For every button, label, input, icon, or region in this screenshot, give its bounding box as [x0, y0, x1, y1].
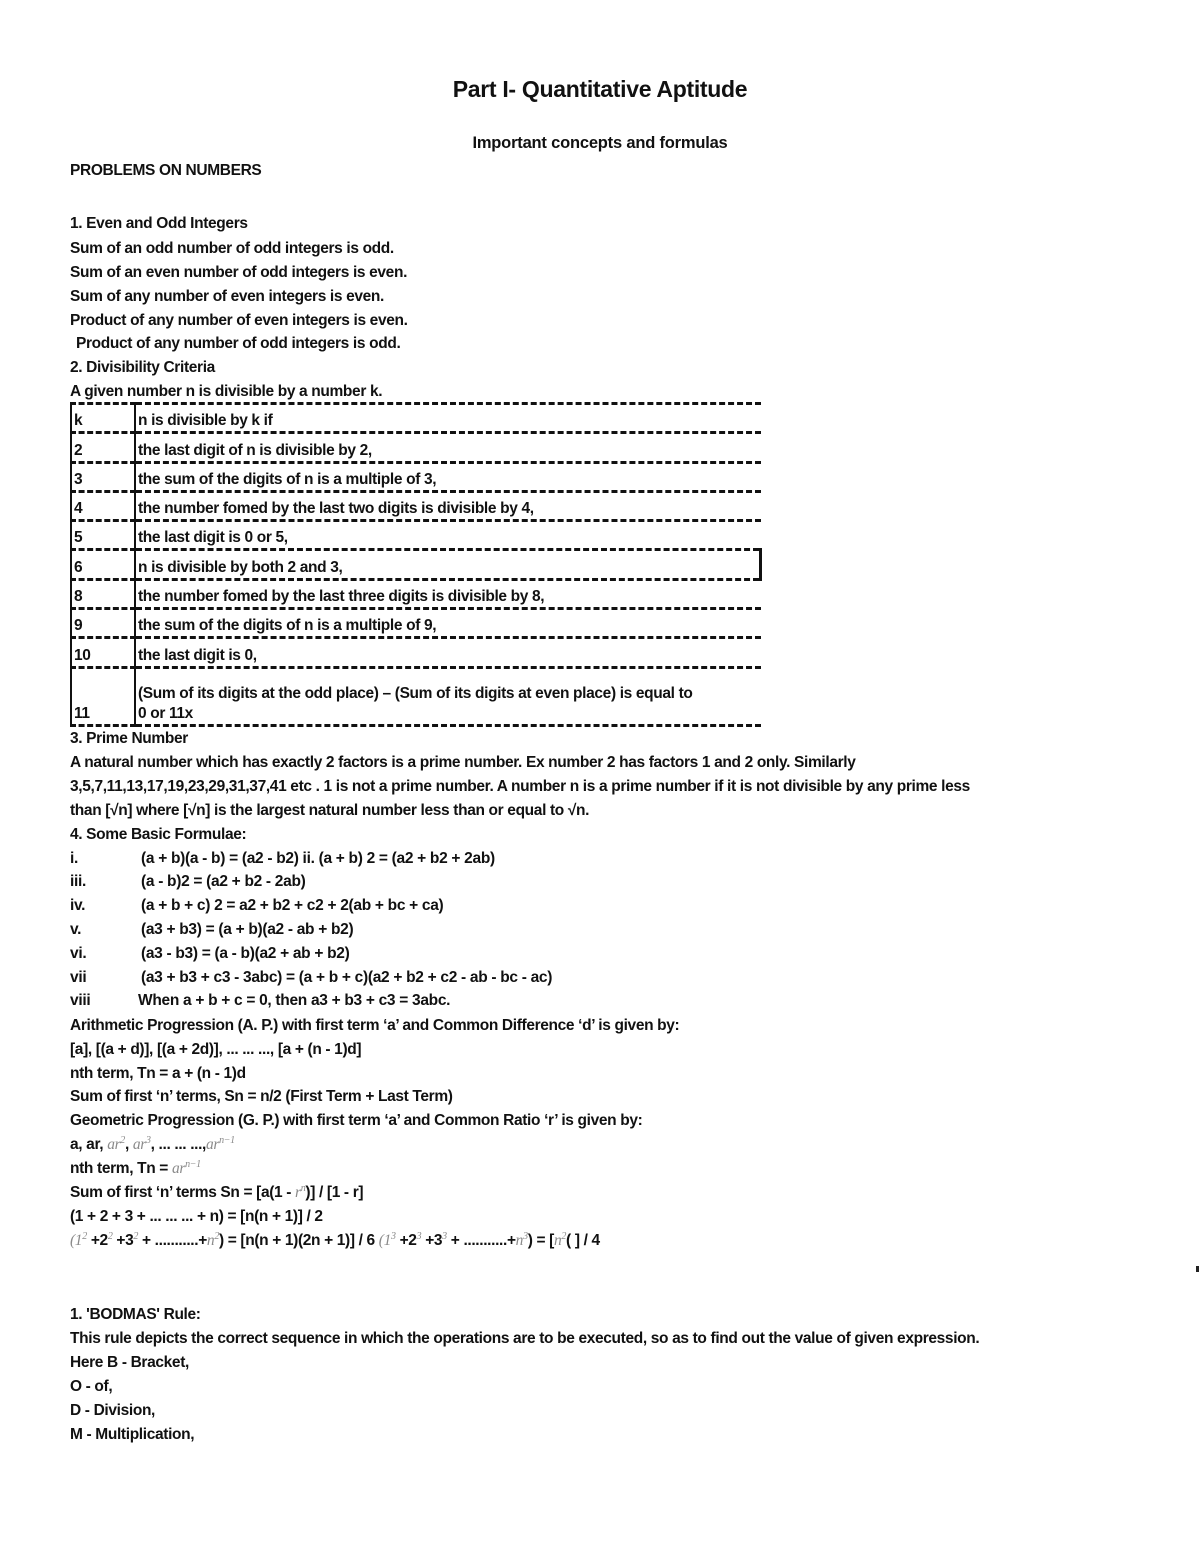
page-subtitle: Important concepts and formulas: [472, 134, 728, 152]
even-odd-rule: Product of any number of even integers is even.: [70, 312, 408, 329]
divisibility-table: [70, 402, 762, 727]
divisibility-intro: A given number n is divisible by a number k.: [70, 383, 383, 400]
formula-text: (a - b)2 = (a2 + b2 - 2ab): [141, 873, 306, 890]
series-squares-cubes: $(1^2 +2^2 +3^2 + ...........+n^2) = [n(n + 1)(2n + 1)] / 6$ $(1^3 +2^3 +3^3 + ...........+n^3) = [n^2$( ] / 4: [70, 1230, 600, 1249]
table-row: [71, 550, 761, 579]
table-cell-rule: n is divisible by both 2 and 3,: [135, 550, 761, 579]
gp-seq-term: $ar^2$: [107, 1134, 125, 1153]
formula-text: (a + b + c) 2 = a2 + b2 + c2 + 2(ab + bc + ca): [141, 897, 444, 914]
table-cell-rule: the last digit is 0 or 5,: [135, 521, 761, 550]
even-odd-rule: Sum of an odd number of odd integers is odd.: [70, 240, 394, 257]
table-cell-rule: the sum of the digits of n is a multiple of 9,: [135, 609, 761, 638]
table-cell-k: 9: [71, 609, 135, 638]
table-cell-k: 5: [71, 521, 135, 550]
formula-text: (a3 + b3 + c3 - 3abc) = (a + b + c)(a2 + b2 + c2 - ab - bc - ac): [141, 969, 553, 986]
bodmas-item: M - Multiplication,: [70, 1426, 195, 1443]
formula-text: (a3 + b3) = (a + b)(a2 - ab + b2): [141, 921, 354, 938]
bodmas-description: This rule depicts the correct sequence in which the operations are to be executed, so as to find out the value of given expression.: [70, 1330, 980, 1347]
table-row: [71, 609, 761, 638]
table-cell-k: 8: [71, 579, 135, 608]
table-cell-k: 4: [71, 491, 135, 520]
gp-nth-text: nth term, Tn =: [70, 1160, 172, 1177]
even-odd-rule: Sum of any number of even integers is even.: [70, 288, 384, 305]
ap-sequence: [a], [(a + d)], [(a + 2d)], ... ... ..., [a + (n - 1)d]: [70, 1041, 362, 1058]
gp-seq-term: $ar^3$: [132, 1134, 151, 1153]
table-cell-rule: the last digit is 0,: [135, 638, 761, 667]
table-header-row: [71, 404, 761, 433]
gp-sum-text: Sum of first ‘n’ terms Sn = [a(1 -: [70, 1184, 296, 1201]
even-odd-heading: 1. Even and Odd Integers: [70, 215, 248, 232]
even-odd-rule: Sum of an even number of odd integers is even.: [70, 264, 408, 281]
table-cell-rule: [135, 667, 761, 725]
table-cell-k: 10: [71, 638, 135, 667]
bodmas-heading: 1. 'BODMAS' Rule:: [70, 1306, 201, 1323]
prime-text-line: A natural number which has exactly 2 factors is a prime number. Ex number 2 has factors 1 and 2 only. Similarly: [70, 754, 856, 771]
prime-heading: 3. Prime Number: [70, 730, 188, 747]
gp-sequence: a, ar, $ar^2$, $ar^3$, ... ... $...,ar^{n-1}$: [70, 1134, 235, 1153]
series-squares-open: ($1^2$: [70, 1230, 87, 1249]
even-odd-rule: Product of any number of odd integers is odd.: [76, 335, 401, 352]
ap-heading: Arithmetic Progression (A. P.) with first term ‘a’ and Common Difference ‘d’ is given by:: [70, 1017, 680, 1034]
edge-mark: [1196, 1266, 1199, 1272]
formula-label: i.: [70, 850, 79, 867]
bodmas-item: O - of,: [70, 1378, 113, 1395]
gp-nth-expr: $ar^{n-1}$: [171, 1158, 201, 1177]
gp-sum: [70, 1183, 363, 1203]
gp-heading: Geometric Progression (G. P.) with first term ‘a’ and Common Ratio ‘r’ is given by:: [70, 1112, 643, 1129]
table-row: [71, 433, 761, 462]
series-natural-sum: (1 + 2 + 3 + ... ... ... + n) = [n(n + 1)] / 2: [70, 1208, 323, 1225]
formula-label: v.: [70, 921, 82, 938]
formula-label: iii.: [70, 873, 87, 890]
table-cell-k: 3: [71, 462, 135, 491]
table-cell-rule: the number fomed by the last two digits is divisible by 4,: [135, 491, 761, 520]
table-row: [71, 579, 761, 608]
series-squares-result: ) = [n(n + 1)(2n + 1)] / 6: [218, 1232, 379, 1249]
bodmas-item: Here B - Bracket,: [70, 1354, 189, 1371]
table-header-k: k: [71, 404, 135, 433]
ap-sum: Sum of first ‘n’ terms, Sn = n/2 (First Term + Last Term): [70, 1088, 453, 1105]
table-row: [71, 462, 761, 491]
table-cell-rule-line: 0 or 11x: [138, 704, 193, 722]
formula-label: vii: [70, 969, 87, 986]
gp-sum-r: $r^n$: [295, 1182, 306, 1201]
table-cell-k: 6: [71, 550, 135, 579]
formula-label: viii: [70, 992, 91, 1009]
table-cell-rule-line: (Sum of its digits at the odd place) – (Sum of its digits at even place) is equal to: [138, 684, 693, 702]
table-cell-rule: the number fomed by the last three digits is divisible by 8,: [135, 579, 761, 608]
table-header-rule: n is divisible by k if: [135, 404, 761, 433]
table-row: [71, 521, 761, 550]
formula-text: When a + b + c = 0, then a3 + b3 + c3 = 3abc.: [138, 992, 451, 1009]
series-cubes-result: ) = [: [527, 1232, 554, 1249]
formula-text: (a3 - b3) = (a - b)(a2 + ab + b2): [141, 945, 350, 962]
formula-text: (a + b)(a - b) = (a2 - b2) ii. (a + b) 2 = (a2 + b2 + 2ab): [141, 850, 495, 867]
prime-text-line: than [√n] where [√n] is the largest natural number less than or equal to √n.: [70, 802, 590, 819]
table-cell-k: 11: [71, 667, 135, 725]
table-row: [71, 638, 761, 667]
gp-seq-term: $ar^{n-1}$: [206, 1134, 235, 1153]
gp-sum-text: )] / [1 - r]: [305, 1184, 364, 1201]
series-cubes-open: ($1^3$: [378, 1230, 396, 1249]
table-cell-rule: the last digit of n is divisible by 2,: [135, 433, 761, 462]
gp-nth-term: [70, 1159, 201, 1179]
gp-seq-text: a, ar,: [70, 1136, 108, 1153]
page-title: Part I- Quantitative Aptitude: [452, 76, 748, 102]
table-cell-rule: the sum of the digits of n is a multiple of 3,: [135, 462, 761, 491]
table-row: [71, 491, 761, 520]
table-row: [71, 667, 761, 725]
prime-text-line: 3,5,7,11,13,17,19,23,29,31,37,41 etc . 1 is not a prime number. A number n is a prime number if it is not divisible by any prime less: [70, 778, 970, 795]
formulae-heading: 4. Some Basic Formulae:: [70, 826, 247, 843]
ap-nth-term: nth term, Tn = a + (n - 1)d: [70, 1065, 246, 1082]
section-heading: PROBLEMS ON NUMBERS: [70, 162, 262, 179]
divisibility-heading: 2. Divisibility Criteria: [70, 359, 215, 376]
gp-seq-ellipsis: , ... ... ...,: [150, 1136, 207, 1153]
formula-label: iv.: [70, 897, 86, 914]
bodmas-item: D - Division,: [70, 1402, 156, 1419]
formula-label: vi.: [70, 945, 87, 962]
table-cell-k: 2: [71, 433, 135, 462]
